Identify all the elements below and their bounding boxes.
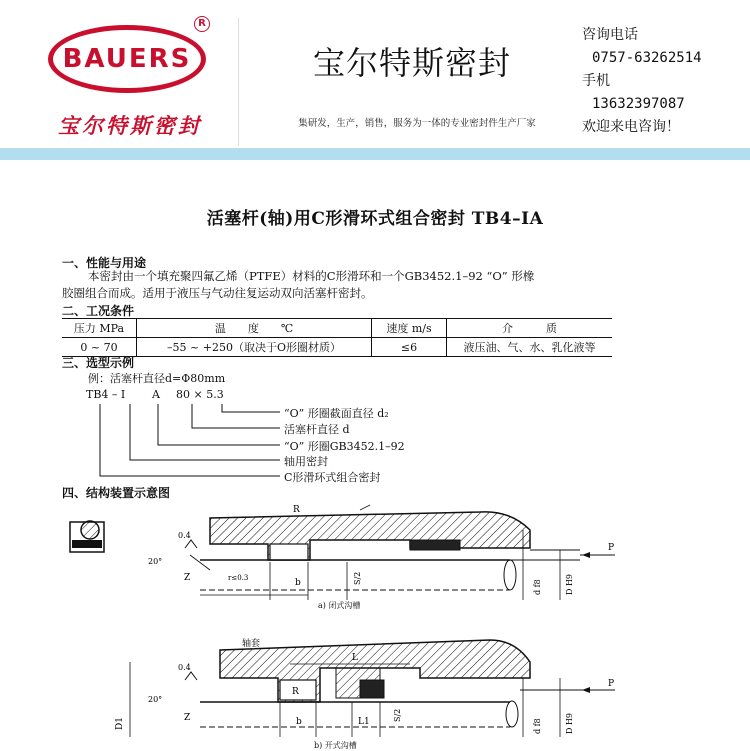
document-title: 活塞杆(轴)用C形滑环式组合密封 TB4–IA bbox=[206, 209, 544, 229]
legend-rod-diameter: 活塞杆直径 d bbox=[284, 423, 350, 436]
label-angle: 0.4 bbox=[178, 531, 191, 540]
document-page bbox=[0, 160, 750, 750]
table-header-cell: 压力 MPa bbox=[62, 319, 137, 338]
label-b: b bbox=[295, 578, 301, 588]
example-line: 例：活塞杆直径d=Φ80mm bbox=[88, 372, 226, 385]
label-d8-open: d f8 bbox=[533, 718, 542, 734]
label-L: L bbox=[352, 653, 358, 663]
table-cell: 0 ~ 70 bbox=[62, 338, 137, 357]
label-S2: S/2 bbox=[353, 571, 362, 585]
company-name: 宝尔特斯密封 bbox=[312, 44, 511, 82]
table-header-cell: 速度 m/s bbox=[372, 319, 447, 338]
welcome-text: 欢迎来电咨询！ bbox=[582, 119, 680, 135]
label-r: r≤0.3 bbox=[228, 574, 249, 582]
header bbox=[0, 0, 750, 150]
header-divider bbox=[238, 18, 239, 146]
code-part-tb4: TB4 – I bbox=[86, 388, 126, 401]
legend-shaft-seal: 轴用密封 bbox=[284, 455, 328, 468]
table-header-cell: 温 度 ℃ bbox=[137, 319, 372, 338]
label-DH9: D H9 bbox=[565, 573, 574, 595]
section-performance: 一、性能与用途 bbox=[62, 256, 147, 270]
performance-line-2: 胶圈组合而成。适用于液压与气动往复运动双向活塞杆密封。 bbox=[62, 286, 373, 300]
legend-o-ring-section: “O” 形圈截面直径 d₂ bbox=[284, 407, 389, 420]
phone-number: 0757-63262514 bbox=[592, 50, 702, 66]
section-selection: 三、选型示例 bbox=[62, 356, 135, 370]
code-part-a: A bbox=[152, 388, 160, 401]
registered-mark-icon: R bbox=[194, 16, 210, 32]
code-part-size: 80 × 5.3 bbox=[176, 388, 224, 401]
header-band bbox=[0, 148, 750, 160]
label-P-open: P bbox=[608, 679, 615, 689]
label-D1: D1 bbox=[115, 717, 125, 730]
housing-section bbox=[210, 512, 530, 560]
label-d8: d f8 bbox=[533, 579, 542, 595]
label-L1: L1 bbox=[358, 717, 370, 727]
label-P: P bbox=[608, 543, 615, 553]
contact-block bbox=[582, 24, 747, 139]
company-slogan: 集研发，生产，销售，服务为一体的专业密封件生产厂家 bbox=[298, 118, 536, 129]
phone-label: 咨询电话 bbox=[582, 27, 638, 43]
table-cell: 液压油、气、水、乳化液等 bbox=[447, 338, 613, 357]
label-chamfer: 20° bbox=[148, 557, 163, 566]
legend-o-ring-standard: “O” 形圈GB3452.1–92 bbox=[284, 440, 405, 453]
label-chamfer-open: 20° bbox=[148, 695, 163, 704]
closed-groove-diagram bbox=[60, 500, 620, 610]
table-cell: ≤6 bbox=[372, 338, 447, 357]
label-R-open: R bbox=[292, 687, 299, 697]
section-installation: 四、结构装置示意图 bbox=[62, 486, 171, 500]
closed-groove-seal bbox=[270, 544, 308, 560]
label-R: R bbox=[293, 505, 300, 515]
label-Z-open: Z bbox=[184, 713, 191, 723]
mobile-number: 13632397087 bbox=[592, 96, 685, 112]
label-DH9-open: D H9 bbox=[565, 712, 574, 734]
logo-text: BAUERS bbox=[62, 44, 192, 74]
mobile-label: 手机 bbox=[582, 73, 610, 89]
label-angle-open: 0.4 bbox=[178, 663, 191, 672]
performance-line-1: 本密封由一个填充聚四氟乙烯（PTFE）材料的C形滑环和一个GB3452.1–92 “O” 形橡 bbox=[88, 269, 535, 283]
label-sleeve: 轴套 bbox=[242, 639, 261, 649]
bauers-logo bbox=[48, 25, 206, 93]
label-S2-open: S/2 bbox=[393, 708, 402, 722]
legend-c-ring-seal: C形滑环式组合密封 bbox=[284, 471, 381, 484]
caption-open-groove: b) 开式沟槽 bbox=[314, 741, 357, 750]
section-conditions: 二、工况条件 bbox=[62, 304, 135, 318]
label-Z: Z bbox=[184, 573, 191, 583]
logo-chinese-name: 宝尔特斯密封 bbox=[58, 113, 202, 138]
label-b-open: b bbox=[296, 717, 302, 727]
table-header-cell: 介 质 bbox=[447, 319, 613, 338]
open-groove-diagram bbox=[60, 612, 620, 742]
caption-closed-groove: a) 闭式沟槽 bbox=[318, 601, 361, 610]
table-cell: –55 ~ +250（取决于O形圈材质） bbox=[137, 338, 372, 357]
